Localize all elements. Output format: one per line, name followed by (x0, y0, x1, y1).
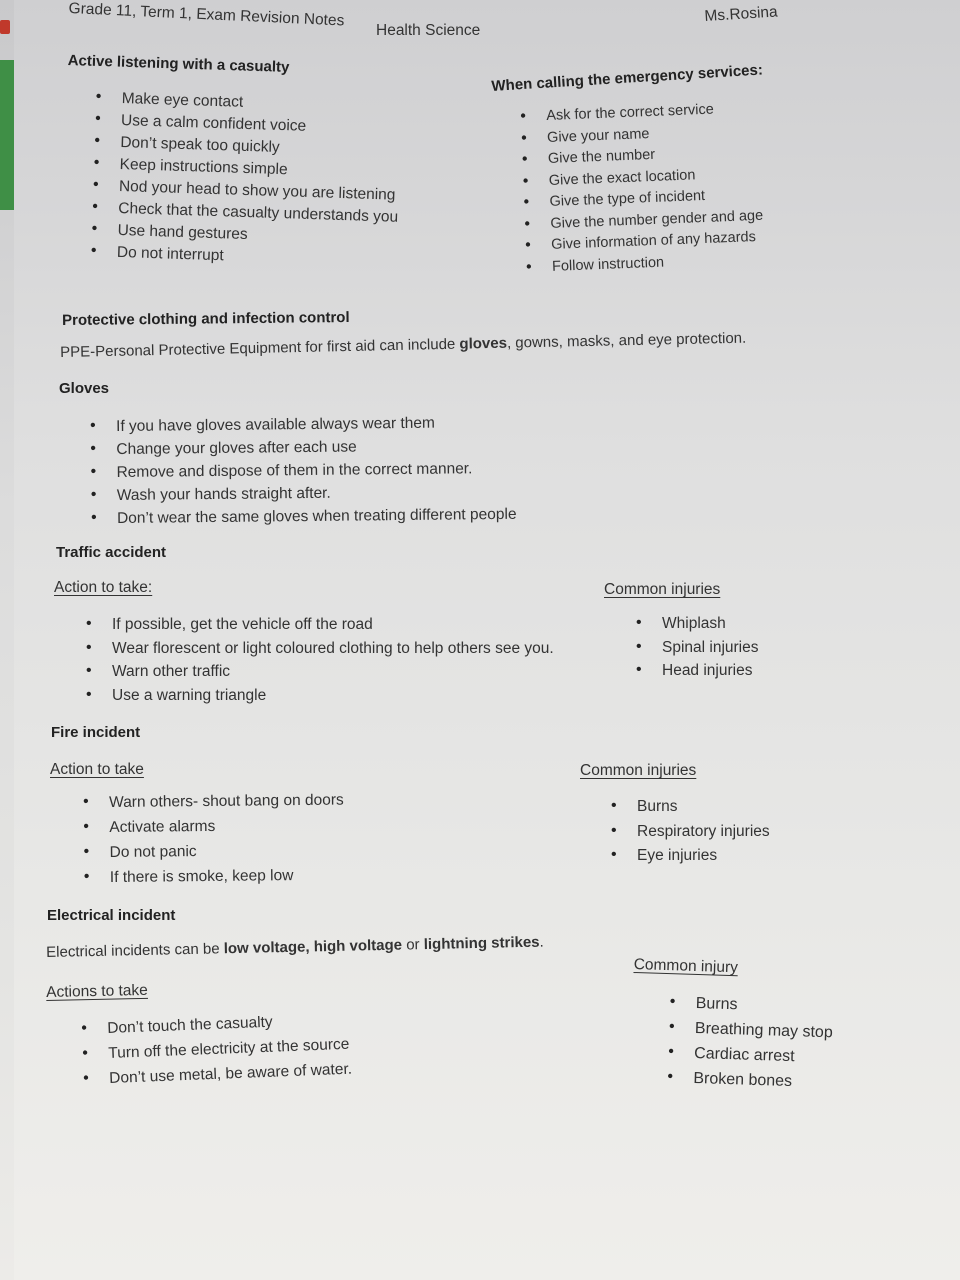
list-item: • If possible, get the vehicle off the road (112, 616, 554, 640)
traffic-action-list (112, 616, 554, 710)
traffic-injury-heading: Common injuries (604, 581, 721, 598)
list-item: • Respiratory injuries (637, 823, 770, 848)
list-item: • Wear florescent or light coloured clothing to help others see you. (112, 640, 554, 664)
emergency-heading: When calling the emergency services: (491, 61, 764, 95)
teacher-name: Ms.Rosina (704, 3, 779, 25)
list-item: • Head injuries (662, 662, 759, 686)
list-item: • Keep instructions simple (119, 156, 400, 187)
list-item: • If you have gloves available always wear them (116, 414, 516, 441)
list-item: • Don’t touch the casualty (107, 1011, 351, 1045)
list-item: • Broken bones (693, 1070, 832, 1099)
list-item: • Use hand gestures (117, 222, 398, 253)
list-item: • Make eye contact (121, 90, 402, 121)
active-listening-heading: Active listening with a casualty (67, 52, 290, 76)
protective-heading: Protective clothing and infection control (62, 308, 350, 329)
list-item: • Warn other traffic (112, 663, 554, 687)
list-item: • Eye injuries (637, 847, 770, 872)
list-item: • Burns (637, 798, 770, 823)
list-item: • Ask for the correct service (546, 100, 759, 130)
intro-text-1: Electrical incidents can be (46, 940, 224, 961)
fire-injury-list (637, 798, 770, 872)
list-item: • Follow instruction (552, 250, 765, 280)
electrical-intro (46, 934, 544, 961)
list-item: • Do not interrupt (116, 244, 397, 275)
intro-text-2: or (401, 936, 424, 954)
gloves-list (116, 414, 517, 533)
list-item: • Don’t speak too quickly (120, 134, 401, 165)
list-item: • Don’t use metal, be aware of water. (109, 1061, 353, 1095)
electrical-heading: Electrical incident (47, 907, 176, 924)
list-item: • Nod your head to show you are listening (119, 178, 400, 209)
list-item: • Whiplash (662, 615, 759, 639)
ppe-text-1: PPE-Personal Protective Equipment for first aid can include (60, 335, 460, 361)
list-item: • Don’t wear the same gloves when treating different people (117, 506, 517, 533)
subject-label: Health Science (376, 22, 481, 39)
list-item: • Spinal injuries (662, 639, 759, 663)
list-item: • Turn off the electricity at the source (108, 1036, 352, 1070)
list-item: • Give the type of incident (549, 186, 762, 216)
notes-page (14, 0, 960, 1280)
list-item: • Remove and dispose of them in the correct manner. (116, 460, 516, 487)
list-item: • Use a warning triangle (112, 687, 554, 711)
intro-text-3: . (539, 933, 544, 951)
emergency-list (546, 100, 765, 280)
active-listening-list (116, 90, 401, 275)
electrical-injury-list (693, 995, 834, 1099)
list-item: • Wash your hands straight after. (117, 483, 517, 510)
ppe-description (60, 330, 746, 361)
fire-heading: Fire incident (51, 724, 141, 741)
list-item: • Use a calm confident voice (121, 112, 402, 143)
list-item: • Give the number gender and age (550, 207, 763, 237)
traffic-action-heading: Action to take: (54, 579, 153, 596)
list-item: • Check that the casualty understands you (118, 200, 399, 231)
electrical-action-list (107, 1011, 353, 1095)
intro-bold-1: low voltage, high voltage (223, 936, 403, 958)
electrical-injury-heading: Common injury (633, 956, 739, 977)
traffic-heading: Traffic accident (56, 544, 167, 561)
fire-action-heading: Action to take (50, 761, 144, 778)
list-item: • Change your gloves after each use (116, 437, 516, 464)
ppe-text-2: , gowns, masks, and eye protection. (506, 329, 747, 352)
fire-injury-heading: Common injuries (580, 762, 697, 779)
list-item: • Activate alarms (109, 817, 344, 844)
traffic-injury-list (662, 615, 759, 686)
list-item: • Burns (695, 995, 834, 1024)
electrical-action-heading: Actions to take (46, 981, 149, 1001)
list-item: • If there is smoke, keep low (110, 867, 345, 894)
list-item: • Give your name (547, 121, 760, 151)
list-item: • Give the exact location (548, 164, 761, 194)
list-item: • Warn others- shout bang on doors (109, 792, 344, 819)
folder-edge (0, 60, 14, 210)
gloves-heading: Gloves (59, 380, 110, 397)
list-item: • Do not panic (110, 842, 345, 869)
list-item: • Give information of any hazards (551, 229, 764, 259)
fire-action-list (109, 792, 345, 894)
list-item: • Breathing may stop (694, 1020, 833, 1049)
intro-bold-2: lightning strikes (423, 933, 540, 954)
ppe-gloves-bold: gloves (459, 334, 508, 353)
list-item: • Cardiac arrest (694, 1045, 833, 1074)
binder-mark (0, 20, 10, 34)
list-item: • Give the number (548, 143, 761, 173)
document-title: Grade 11, Term 1, Exam Revision Notes (68, 0, 345, 30)
